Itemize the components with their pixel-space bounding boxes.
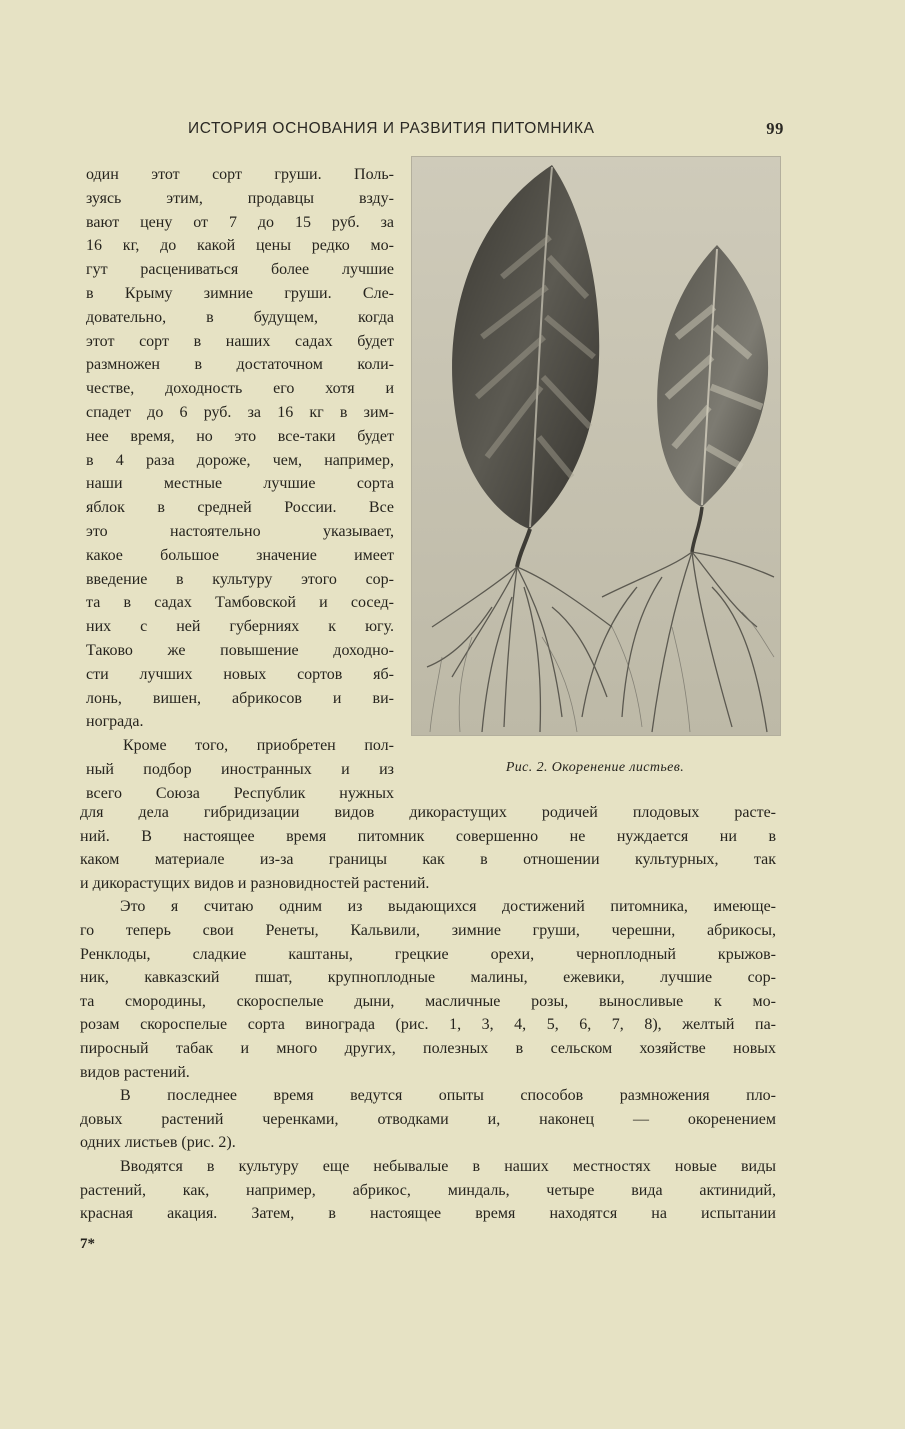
text-line: Это я считаю одним из выдающихся достижений питомника, имеюще- bbox=[120, 898, 776, 916]
text-line: довательно, в будущем, когда bbox=[86, 308, 394, 326]
figure-caption: Рис. 2. Окоренение листьев. bbox=[505, 760, 685, 775]
full-width-text bbox=[80, 801, 776, 1226]
text-line: нограда. bbox=[86, 713, 144, 731]
text-line: зуясь этим, продавцы взду- bbox=[86, 189, 394, 207]
text-line: го теперь свои Ренеты, Кальвили, зимние груши, черешни, абрикосы, bbox=[80, 921, 776, 939]
text-line: красная акация. Затем, в настоящее время находятся на испытании bbox=[80, 1205, 776, 1223]
text-line: вают цену от 7 до 15 руб. за bbox=[86, 213, 394, 231]
text-line: и дикорастущих видов и разновидностей растений. bbox=[80, 874, 430, 892]
leaf-rooting-photo bbox=[411, 156, 781, 736]
leaves-illustration bbox=[412, 157, 780, 735]
text-line: Таково же повышение доходно- bbox=[86, 641, 394, 659]
text-line: довых растений черенками, отводками и, наконец — окоренением bbox=[80, 1110, 776, 1128]
text-line: них с ней губерниях к югу. bbox=[86, 618, 394, 636]
header-title: ИСТОРИЯ ОСНОВАНИЯ И РАЗВИТИЯ ПИТОМНИКА bbox=[188, 120, 595, 137]
text-line: гут расцениваться более лучшие bbox=[86, 261, 394, 279]
signature-mark: 7* bbox=[80, 1236, 95, 1252]
text-line: 16 кг, до какой цены редко мо- bbox=[86, 237, 394, 255]
text-line: Вводятся в культуру еще небывалые в наших местностях новые виды bbox=[120, 1157, 776, 1175]
page-number: 99 bbox=[766, 119, 784, 138]
text-line: Кроме того, приобретен пол- bbox=[123, 737, 394, 755]
left-column-text bbox=[86, 163, 394, 806]
text-line: яблок в средней России. Все bbox=[86, 499, 394, 517]
text-line: лонь, вишен, абрикосов и ви- bbox=[86, 689, 394, 707]
text-line: этот сорт в наших садах будет bbox=[86, 332, 394, 350]
text-line: какое большое значение имеет bbox=[86, 546, 394, 564]
text-line: в Крыму зимние груши. Сле- bbox=[86, 284, 394, 302]
running-header bbox=[188, 117, 784, 141]
text-line: пиросный табак и много других, полезных в сельском хозяйстве новых bbox=[80, 1039, 776, 1057]
text-line: наши местные лучшие сорта bbox=[86, 475, 394, 493]
text-line: спадет до 6 руб. за 16 кг в зим- bbox=[86, 403, 394, 421]
text-line: Ренклоды, сладкие каштаны, грецкие орехи, черноплодный крыжов- bbox=[80, 945, 776, 963]
text-line: нее время, но это все-таки будет bbox=[86, 427, 394, 445]
text-line: сти лучших новых сортов яб- bbox=[86, 665, 394, 683]
text-line: каком материале из-за границы как в отношении культурных, так bbox=[80, 851, 776, 869]
text-line: всего Союза Республик нужных bbox=[86, 784, 394, 802]
text-line: растений, как, например, абрикос, миндаль, четыре вида актинидий, bbox=[80, 1181, 776, 1199]
text-line: ник, кавказский пшат, крупноплодные малины, ежевики, лучшие сор- bbox=[80, 969, 776, 987]
text-line: В последнее время ведутся опыты способов размножения пло- bbox=[120, 1087, 776, 1105]
text-line: видов растений. bbox=[80, 1063, 190, 1081]
text-line: в 4 раза дороже, чем, например, bbox=[86, 451, 394, 469]
text-line: ный подбор иностранных и из bbox=[86, 760, 394, 778]
text-line: честве, доходность его хотя и bbox=[86, 380, 394, 398]
text-line: та смородины, скороспелые дыни, масличные розы, выносливые к мо- bbox=[80, 992, 776, 1010]
text-line: размножен в достаточном коли- bbox=[86, 356, 394, 374]
text-line: для дела гибридизации видов дикорастущих родичей плодовых расте- bbox=[80, 804, 776, 821]
text-line: одних листьев (рис. 2). bbox=[80, 1134, 236, 1152]
text-line: один этот сорт груши. Поль- bbox=[86, 166, 394, 183]
text-line: та в садах Тамбовской и сосед- bbox=[86, 594, 394, 612]
text-line: это настоятельно указывает, bbox=[86, 522, 394, 540]
text-line: ний. В настоящее время питомник совершенно не нуждается ни в bbox=[80, 827, 776, 845]
text-line: введение в культуру этого сор- bbox=[86, 570, 394, 588]
text-line: розам скороспелые сорта винограда (рис. 1, 3, 4, 5, 6, 7, 8), желтый па- bbox=[80, 1016, 776, 1034]
